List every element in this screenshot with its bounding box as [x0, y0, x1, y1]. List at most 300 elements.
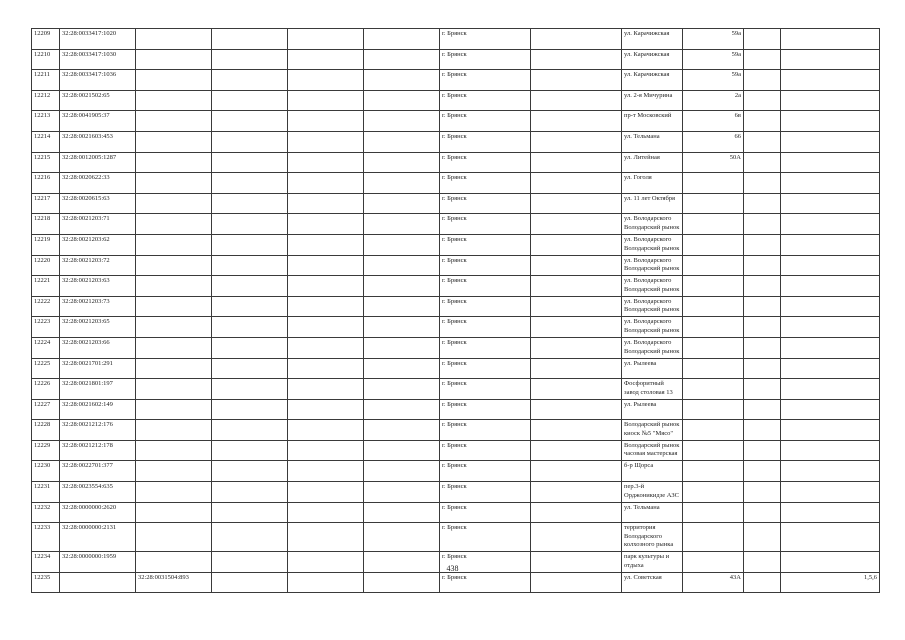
empty-cell — [364, 193, 440, 214]
row-number: 12217 — [32, 193, 60, 214]
empty-cell — [531, 296, 622, 317]
street: ул. Советская — [622, 572, 683, 593]
cadastral-number: 32:28:0012005:1287 — [60, 152, 136, 173]
empty-cell — [531, 399, 622, 420]
empty-cell — [212, 523, 288, 552]
table-body — [32, 29, 880, 593]
extra-codes — [781, 214, 880, 235]
empty-cell — [212, 276, 288, 297]
extra-codes — [781, 379, 880, 400]
empty-cell — [744, 276, 781, 297]
table-row — [32, 111, 880, 132]
extra-codes — [781, 49, 880, 70]
house-number — [683, 193, 744, 214]
cadastral-number: 32:28:0021203:71 — [60, 214, 136, 235]
row-number: 12216 — [32, 173, 60, 194]
empty-cell — [364, 572, 440, 593]
house-number — [683, 317, 744, 338]
empty-cell — [288, 399, 364, 420]
extra-codes — [781, 440, 880, 461]
cadastral-number: 32:28:0020615:63 — [60, 193, 136, 214]
table-row — [32, 131, 880, 152]
table-row — [32, 70, 880, 91]
street: ул. Володарского Володарский рынок — [622, 276, 683, 297]
extra-codes — [781, 420, 880, 441]
table-row — [32, 572, 880, 593]
city: г. Брянск — [440, 214, 531, 235]
row-number: 12231 — [32, 482, 60, 503]
empty-cell — [531, 152, 622, 173]
extra-codes — [781, 152, 880, 173]
empty-cell — [212, 358, 288, 379]
parent-cadastral-number — [136, 111, 212, 132]
street: пер.3-й Орджоникидзе АЗС — [622, 482, 683, 503]
empty-cell — [288, 152, 364, 173]
house-number — [683, 276, 744, 297]
street: ул. Карачижская — [622, 29, 683, 50]
empty-cell — [364, 420, 440, 441]
street: ул. Тельмана — [622, 502, 683, 523]
empty-cell — [364, 523, 440, 552]
cadastral-number: 32:28:0033417:1036 — [60, 70, 136, 91]
empty-cell — [364, 461, 440, 482]
table-row — [32, 482, 880, 503]
row-number: 12224 — [32, 337, 60, 358]
city: г. Брянск — [440, 234, 531, 255]
street: Володарский рынок киоск №5 "Мясо" — [622, 420, 683, 441]
empty-cell — [364, 440, 440, 461]
row-number: 12235 — [32, 572, 60, 593]
table-row — [32, 296, 880, 317]
city: г. Брянск — [440, 461, 531, 482]
empty-cell — [212, 461, 288, 482]
empty-cell — [212, 234, 288, 255]
house-number: 59а — [683, 29, 744, 50]
cadastral-number — [60, 572, 136, 593]
empty-cell — [288, 482, 364, 503]
empty-cell — [212, 214, 288, 235]
empty-cell — [744, 296, 781, 317]
parent-cadastral-number — [136, 152, 212, 173]
cadastral-number: 32:28:0020622:33 — [60, 173, 136, 194]
empty-cell — [212, 502, 288, 523]
empty-cell — [744, 482, 781, 503]
empty-cell — [744, 379, 781, 400]
cadastral-number: 32:28:0033417:1020 — [60, 29, 136, 50]
empty-cell — [744, 173, 781, 194]
city: г. Брянск — [440, 29, 531, 50]
extra-codes — [781, 276, 880, 297]
empty-cell — [744, 49, 781, 70]
empty-cell — [288, 502, 364, 523]
empty-cell — [212, 379, 288, 400]
table-row — [32, 502, 880, 523]
table-row — [32, 255, 880, 276]
empty-cell — [744, 90, 781, 111]
table-row — [32, 193, 880, 214]
city: г. Брянск — [440, 523, 531, 552]
table-row — [32, 276, 880, 297]
empty-cell — [364, 399, 440, 420]
city: г. Брянск — [440, 173, 531, 194]
extra-codes — [781, 173, 880, 194]
city: г. Брянск — [440, 552, 531, 573]
empty-cell — [212, 482, 288, 503]
extra-codes — [781, 234, 880, 255]
empty-cell — [531, 111, 622, 132]
empty-cell — [364, 214, 440, 235]
city: г. Брянск — [440, 70, 531, 91]
cadastral-number: 32:28:0023554:635 — [60, 482, 136, 503]
house-number: 50А — [683, 152, 744, 173]
city: г. Брянск — [440, 255, 531, 276]
street: ул. Карачижская — [622, 49, 683, 70]
cadastral-number: 32:28:0021701:291 — [60, 358, 136, 379]
empty-cell — [288, 358, 364, 379]
city: г. Брянск — [440, 420, 531, 441]
extra-codes — [781, 296, 880, 317]
empty-cell — [212, 193, 288, 214]
house-number: 66 — [683, 131, 744, 152]
empty-cell — [744, 502, 781, 523]
house-number: 6в — [683, 111, 744, 132]
empty-cell — [531, 255, 622, 276]
city: г. Брянск — [440, 111, 531, 132]
parent-cadastral-number — [136, 399, 212, 420]
city: г. Брянск — [440, 482, 531, 503]
empty-cell — [288, 276, 364, 297]
empty-cell — [212, 440, 288, 461]
row-number: 12229 — [32, 440, 60, 461]
empty-cell — [744, 337, 781, 358]
empty-cell — [531, 440, 622, 461]
extra-codes — [781, 502, 880, 523]
registry-table — [31, 28, 880, 593]
table-row — [32, 358, 880, 379]
empty-cell — [531, 131, 622, 152]
street: ул. Литейная — [622, 152, 683, 173]
extra-codes — [781, 399, 880, 420]
row-number: 12213 — [32, 111, 60, 132]
parent-cadastral-number — [136, 276, 212, 297]
city: г. Брянск — [440, 337, 531, 358]
table-row — [32, 337, 880, 358]
street: ул. Володарского Володарский рынок — [622, 255, 683, 276]
city: г. Брянск — [440, 399, 531, 420]
street: ул. Рылеева — [622, 399, 683, 420]
empty-cell — [744, 461, 781, 482]
row-number: 12226 — [32, 379, 60, 400]
empty-cell — [288, 70, 364, 91]
house-number — [683, 337, 744, 358]
parent-cadastral-number — [136, 173, 212, 194]
empty-cell — [531, 193, 622, 214]
empty-cell — [531, 358, 622, 379]
empty-cell — [288, 379, 364, 400]
empty-cell — [531, 173, 622, 194]
empty-cell — [744, 572, 781, 593]
street: парк культуры и отдыха — [622, 552, 683, 573]
row-number: 12227 — [32, 399, 60, 420]
city: г. Брянск — [440, 193, 531, 214]
empty-cell — [364, 296, 440, 317]
row-number: 12220 — [32, 255, 60, 276]
empty-cell — [531, 379, 622, 400]
street: ул. Володарского Володарский рынок — [622, 337, 683, 358]
parent-cadastral-number — [136, 214, 212, 235]
empty-cell — [288, 111, 364, 132]
city: г. Брянск — [440, 276, 531, 297]
empty-cell — [288, 461, 364, 482]
empty-cell — [212, 29, 288, 50]
house-number — [683, 214, 744, 235]
parent-cadastral-number — [136, 255, 212, 276]
empty-cell — [212, 337, 288, 358]
house-number: 2а — [683, 90, 744, 111]
empty-cell — [212, 572, 288, 593]
table-row — [32, 49, 880, 70]
row-number: 12230 — [32, 461, 60, 482]
extra-codes — [781, 131, 880, 152]
row-number: 12212 — [32, 90, 60, 111]
cadastral-number: 32:28:0021602:149 — [60, 399, 136, 420]
parent-cadastral-number — [136, 29, 212, 50]
house-number: 59а — [683, 70, 744, 91]
house-number: 43А — [683, 572, 744, 593]
empty-cell — [744, 523, 781, 552]
empty-cell — [288, 440, 364, 461]
parent-cadastral-number — [136, 193, 212, 214]
cadastral-number: 32:28:0021203:62 — [60, 234, 136, 255]
parent-cadastral-number — [136, 379, 212, 400]
extra-codes — [781, 461, 880, 482]
cadastral-number: 32:28:0021203:72 — [60, 255, 136, 276]
house-number — [683, 523, 744, 552]
parent-cadastral-number — [136, 337, 212, 358]
parent-cadastral-number — [136, 358, 212, 379]
cadastral-number: 32:28:0033417:1030 — [60, 49, 136, 70]
street: ул. Володарского Володарский рынок — [622, 234, 683, 255]
city: г. Брянск — [440, 152, 531, 173]
empty-cell — [531, 461, 622, 482]
street: ул. 2-я Мичурина — [622, 90, 683, 111]
empty-cell — [364, 29, 440, 50]
row-number: 12221 — [32, 276, 60, 297]
house-number — [683, 255, 744, 276]
row-number: 12219 — [32, 234, 60, 255]
empty-cell — [364, 337, 440, 358]
empty-cell — [531, 337, 622, 358]
row-number: 12214 — [32, 131, 60, 152]
extra-codes — [781, 317, 880, 338]
cadastral-number: 32:28:0000000:2620 — [60, 502, 136, 523]
row-number: 12232 — [32, 502, 60, 523]
empty-cell — [288, 193, 364, 214]
table-row — [32, 317, 880, 338]
extra-codes — [781, 90, 880, 111]
table-row — [32, 461, 880, 482]
empty-cell — [744, 214, 781, 235]
city: г. Брянск — [440, 296, 531, 317]
street: ул. 11 лет Октября — [622, 193, 683, 214]
empty-cell — [531, 482, 622, 503]
parent-cadastral-number — [136, 296, 212, 317]
empty-cell — [364, 173, 440, 194]
extra-codes — [781, 193, 880, 214]
empty-cell — [288, 214, 364, 235]
empty-cell — [531, 317, 622, 338]
table-row — [32, 173, 880, 194]
extra-codes — [781, 111, 880, 132]
empty-cell — [288, 296, 364, 317]
city: г. Брянск — [440, 317, 531, 338]
empty-cell — [288, 420, 364, 441]
empty-cell — [531, 572, 622, 593]
empty-cell — [364, 70, 440, 91]
row-number: 12209 — [32, 29, 60, 50]
parent-cadastral-number — [136, 234, 212, 255]
row-number: 12233 — [32, 523, 60, 552]
extra-codes — [781, 70, 880, 91]
empty-cell — [364, 482, 440, 503]
empty-cell — [288, 234, 364, 255]
empty-cell — [744, 193, 781, 214]
empty-cell — [288, 49, 364, 70]
empty-cell — [212, 317, 288, 338]
street: ул. Тельмана — [622, 131, 683, 152]
cadastral-number: 32:28:0021502:65 — [60, 90, 136, 111]
empty-cell — [744, 152, 781, 173]
empty-cell — [288, 523, 364, 552]
parent-cadastral-number — [136, 70, 212, 91]
empty-cell — [288, 90, 364, 111]
parent-cadastral-number — [136, 131, 212, 152]
street: ул. Рылеева — [622, 358, 683, 379]
parent-cadastral-number — [136, 440, 212, 461]
parent-cadastral-number — [136, 317, 212, 338]
empty-cell — [744, 70, 781, 91]
empty-cell — [364, 379, 440, 400]
street: б-р Щорса — [622, 461, 683, 482]
empty-cell — [212, 131, 288, 152]
row-number: 12234 — [32, 552, 60, 573]
street: Володарский рынок часовая мастерская — [622, 440, 683, 461]
empty-cell — [744, 420, 781, 441]
page-number: 438 — [446, 564, 459, 573]
table-row — [32, 214, 880, 235]
cadastral-number: 32:28:0021212:176 — [60, 420, 136, 441]
table-row — [32, 523, 880, 552]
empty-cell — [531, 90, 622, 111]
empty-cell — [288, 255, 364, 276]
empty-cell — [288, 131, 364, 152]
city: г. Брянск — [440, 131, 531, 152]
street: территория Володарского колхозного рынка — [622, 523, 683, 552]
house-number — [683, 379, 744, 400]
row-number: 12222 — [32, 296, 60, 317]
table-row — [32, 420, 880, 441]
city: г. Брянск — [440, 572, 531, 593]
parent-cadastral-number — [136, 90, 212, 111]
parent-cadastral-number — [136, 502, 212, 523]
city: г. Брянск — [440, 440, 531, 461]
street: ул. Гоголя — [622, 173, 683, 194]
row-number: 12218 — [32, 214, 60, 235]
empty-cell — [212, 49, 288, 70]
cadastral-number: 32:28:0021203:63 — [60, 276, 136, 297]
cadastral-number: 32:28:0021603:453 — [60, 131, 136, 152]
extra-codes — [781, 523, 880, 552]
house-number — [683, 440, 744, 461]
extra-codes: 1,5,6 — [781, 572, 880, 593]
empty-cell — [212, 296, 288, 317]
city: г. Брянск — [440, 379, 531, 400]
extra-codes — [781, 29, 880, 50]
empty-cell — [288, 317, 364, 338]
house-number — [683, 173, 744, 194]
row-number: 12211 — [32, 70, 60, 91]
parent-cadastral-number — [136, 523, 212, 552]
table-row — [32, 234, 880, 255]
empty-cell — [744, 234, 781, 255]
cadastral-number: 32:28:0021801:197 — [60, 379, 136, 400]
city: г. Брянск — [440, 90, 531, 111]
street: ул. Карачижская — [622, 70, 683, 91]
empty-cell — [364, 358, 440, 379]
empty-cell — [531, 70, 622, 91]
row-number: 12228 — [32, 420, 60, 441]
parent-cadastral-number — [136, 420, 212, 441]
house-number — [683, 234, 744, 255]
empty-cell — [531, 234, 622, 255]
empty-cell — [744, 358, 781, 379]
table-row — [32, 29, 880, 50]
house-number — [683, 502, 744, 523]
street: ул. Володарского Володарский рынок — [622, 317, 683, 338]
extra-codes — [781, 337, 880, 358]
empty-cell — [212, 152, 288, 173]
empty-cell — [744, 255, 781, 276]
parent-cadastral-number — [136, 482, 212, 503]
empty-cell — [744, 399, 781, 420]
table-row — [32, 90, 880, 111]
house-number — [683, 461, 744, 482]
row-number: 12215 — [32, 152, 60, 173]
house-number — [683, 399, 744, 420]
empty-cell — [288, 572, 364, 593]
empty-cell — [364, 502, 440, 523]
house-number — [683, 482, 744, 503]
empty-cell — [288, 173, 364, 194]
cadastral-number: 32:28:0021203:66 — [60, 337, 136, 358]
street: ул. Володарского Володарский рынок — [622, 214, 683, 235]
street: Фосфоритный завод столовая 13 — [622, 379, 683, 400]
empty-cell — [212, 255, 288, 276]
empty-cell — [364, 49, 440, 70]
street: ул. Володарского Володарский рынок — [622, 296, 683, 317]
empty-cell — [288, 29, 364, 50]
house-number: 59а — [683, 49, 744, 70]
empty-cell — [364, 111, 440, 132]
cadastral-number: 32:28:0021203:73 — [60, 296, 136, 317]
parent-cadastral-number — [136, 461, 212, 482]
cadastral-number: 32:28:0021203:65 — [60, 317, 136, 338]
empty-cell — [744, 111, 781, 132]
parent-cadastral-number — [136, 49, 212, 70]
cadastral-number: 32:28:0021212:178 — [60, 440, 136, 461]
extra-codes — [781, 482, 880, 503]
house-number — [683, 358, 744, 379]
